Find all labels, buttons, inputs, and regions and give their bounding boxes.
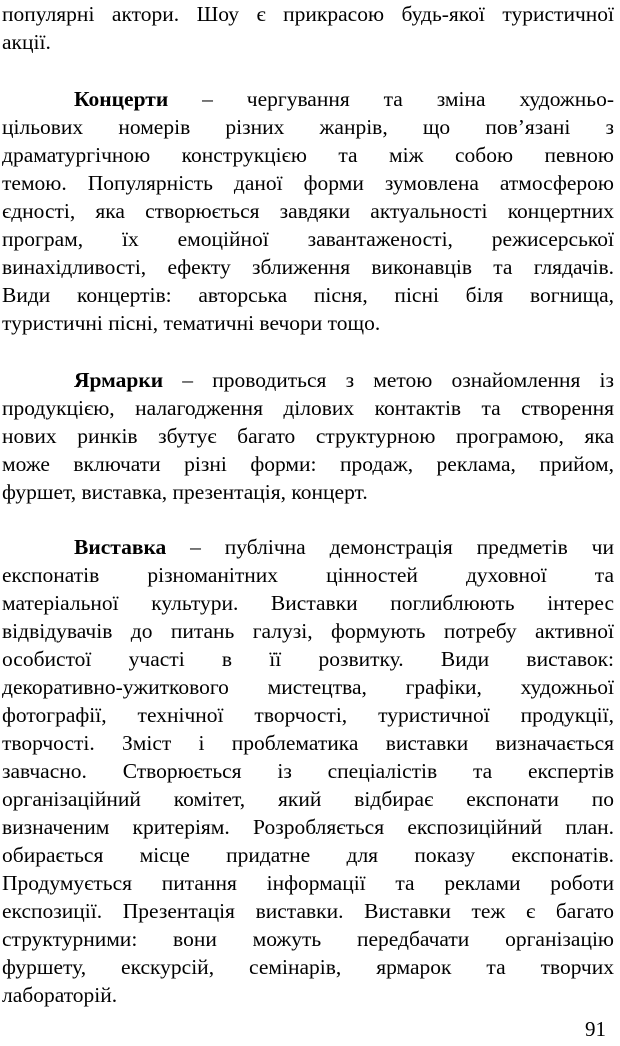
- concerts-line: цільових номерів різних жанрів, що пов’язані з: [2, 115, 614, 139]
- exhibition-first-line-rest: – публічна демонстрація предметів чи: [190, 535, 614, 559]
- concerts-line: драматургічною конструкцією та між собою певною: [2, 143, 614, 167]
- exhibition-first-line: [74, 533, 614, 561]
- intro-line-2: акції.: [2, 30, 51, 54]
- concerts-line: єдності, яка створюється завдяки актуальності концертних: [2, 199, 614, 223]
- fairs-first-line: [74, 366, 614, 394]
- exhibition-line: відвідувачів до питань галузі, формують потребу активної: [2, 619, 614, 643]
- exhibition-line: фуршету, екскурсій, семінарів, ярмарок та творчих: [2, 955, 614, 979]
- concerts-line: програм, їх емоційної завантаженості, режисерської: [2, 227, 614, 251]
- exhibition-line: організаційний комітет, який відбирає експонати по: [2, 787, 614, 811]
- exhibition-line: експонатів різноманітних цінностей духовної та: [2, 563, 614, 587]
- fairs-line: нових ринків збутує багато структурною програмою, яка: [2, 424, 614, 448]
- exhibition-line: матеріальної культури. Виставки поглиблюють інтерес: [2, 591, 614, 615]
- exhibition-line: структурними: вони можуть передбачати організацію: [2, 927, 614, 951]
- exhibition-line: обирається місце придатне для показу експонатів.: [2, 843, 614, 867]
- exhibition-term: Виставка: [74, 535, 167, 559]
- fairs-line: фуршет, виставка, презентація, концерт.: [2, 480, 368, 504]
- exhibition-line: творчості. Зміст і проблематика виставки визначається: [2, 731, 614, 755]
- exhibition-line: завчасно. Створюється із спеціалістів та експертів: [2, 759, 614, 783]
- exhibition-line: лабораторій.: [2, 983, 118, 1007]
- exhibition-line: декоративно-ужиткового мистецтва, графіки, художньої: [2, 675, 614, 699]
- exhibition-line: фотографії, технічної творчості, туристичної продукції,: [2, 703, 614, 727]
- concerts-line: темою. Популярність даної форми зумовлена атмосферою: [2, 171, 614, 195]
- concerts-line: винахідливості, ефекту зближення виконавців та глядачів.: [2, 255, 614, 279]
- page-number: 91: [585, 1017, 606, 1041]
- fairs-line: може включати різні форми: продаж, реклама, прийом,: [2, 452, 614, 476]
- fairs-first-line-rest: – проводиться з метою ознайомлення із: [182, 368, 614, 392]
- exhibition-line: Продумується питання інформації та реклами роботи: [2, 871, 614, 895]
- exhibition-line: визначеним критеріям. Розробляється експозиційний план.: [2, 815, 614, 839]
- fairs-line: продукцією, налагодження ділових контактів та створення: [2, 396, 614, 420]
- concerts-line: туристичні пісні, тематичні вечори тощо.: [2, 311, 381, 335]
- fairs-term: Ярмарки: [74, 368, 164, 392]
- exhibition-line: особистої участі в її розвитку. Види виставок:: [2, 647, 614, 671]
- concerts-first-line-rest: – чергування та зміна художньо-: [202, 87, 614, 111]
- exhibition-line: експозиції. Презентація виставки. Виставки теж є багато: [2, 899, 614, 923]
- concerts-first-line: [74, 85, 614, 113]
- concerts-line: Види концертів: авторська пісня, пісні біля вогнища,: [2, 283, 614, 307]
- concerts-term: Концерти: [74, 87, 169, 111]
- intro-line-1: популярні актори. Шоу є прикрасою будь-якої туристичної: [2, 2, 614, 26]
